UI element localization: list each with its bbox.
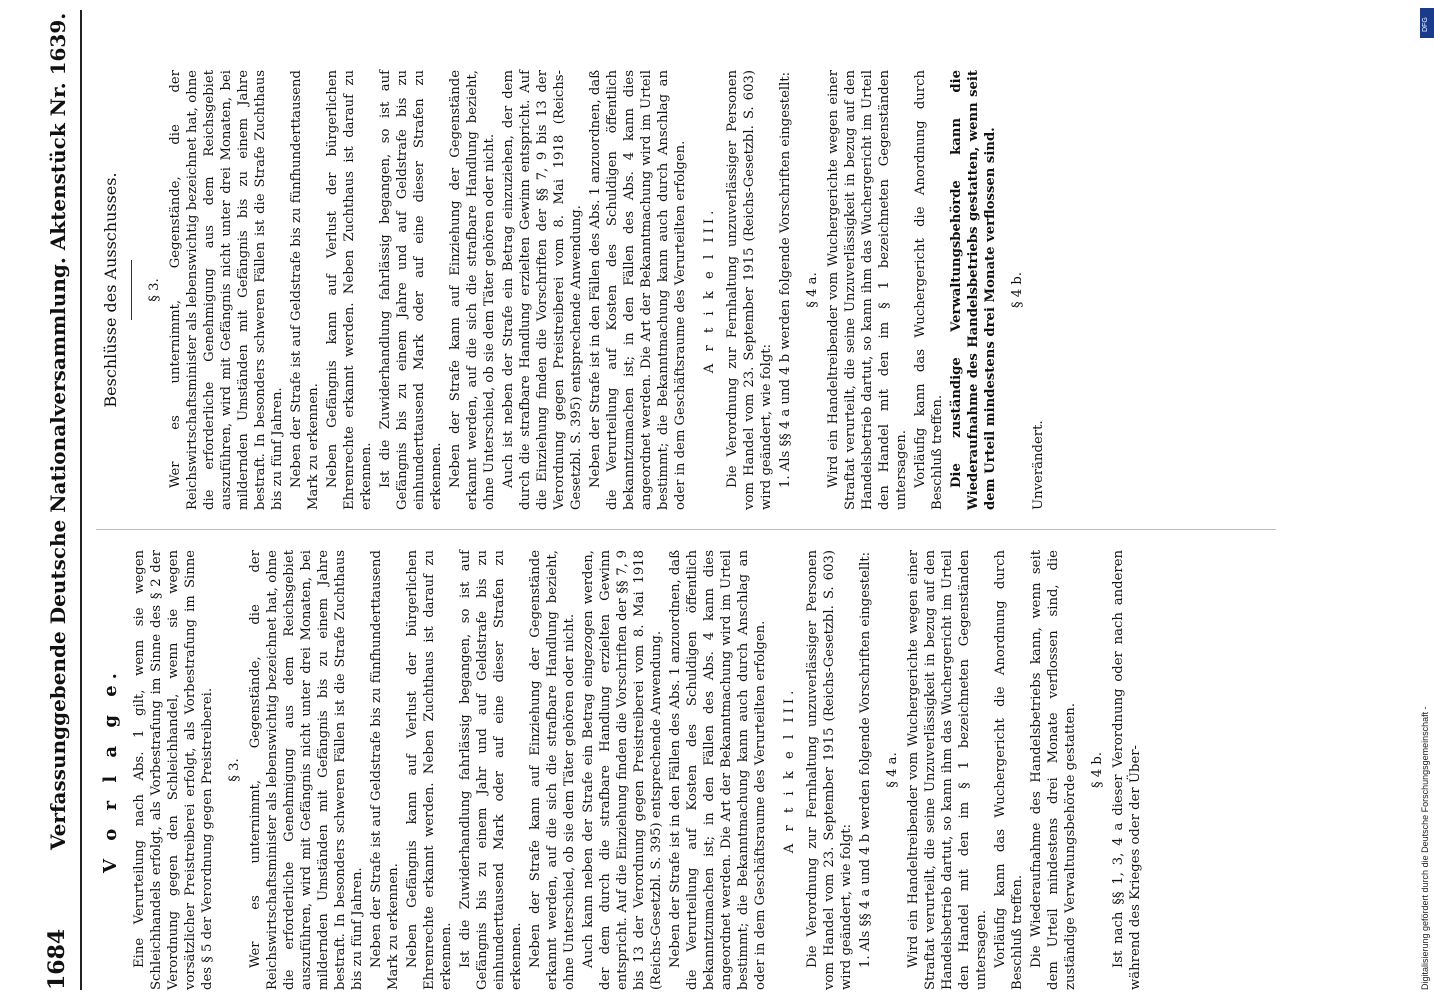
section-heading: § 3. xyxy=(147,278,162,302)
paragraph: Vorläufig kann das Wuchergericht die Anordnung durch Beschluß treffen. xyxy=(993,550,1025,990)
section-heading: § 4 b. xyxy=(1010,272,1025,309)
digitization-credit: Digitalisierung gefördert durch die Deutsche Forschungsgemeinschaft - xyxy=(1420,706,1430,990)
paragraph: Auch kann neben der Strafe ein Betrag eingezogen werden, der dem durch die strafbare Handlung erzielten Gewinn entspricht. Auf die Einziehung finden die Vorschriften der §§ 7, 9 bis 13 der Verordnung gegen Preistreiberei vom 8. Mai 1918 (Reichs-Gesetzbl. S. 395) entsprechende Anwendung. xyxy=(581,550,664,990)
paragraph: Neben der Strafe ist in den Fällen des Abs. 1 anzuordnen, daß die Verurteilung auf Kosten des Schuldigen öffentlich bekanntzumachen ist; in den Fällen des Abs. 4 kann dies angeordnet werden. Die Art der Bekanntmachung wird im Urteil bestimmt; die Bekanntmachung kann auch durch Anschlag an oder in dem Geschäftsraume des Verurteilten erfolgen. xyxy=(588,70,688,510)
paragraph: Wer es unternimmt, Gegenstände, die der Reichswirtschaftsminister als lebenswichtig bezeichnet hat, ohne die erforderliche Genehmigung aus dem Reichsgebiet auszuführen, wird mit Gefängnis nicht unter drei Monaten, bei mildernden Umständen mit Gefängnis bis zu einem Jahre bestraft. In besonders schweren Fällen ist die Strafe Zuchthaus bis zu fünf Jahren. xyxy=(168,70,285,510)
paragraph: Neben der Strafe kann auf Einziehung der Gegenstände erkannt werden, auf die sich die strafbare Handlung bezieht, ohne Unterschied, ob sie dem Täter gehören oder nicht. xyxy=(448,70,497,510)
column-beschluesse xyxy=(96,70,1049,510)
paragraph: Neben der Strafe ist auf Geldstrafe bis zu fünfhunderttausend Mark zu erkennen. xyxy=(289,70,321,510)
section-heading: § 4 a. xyxy=(885,752,900,788)
page-title: Verfassunggebende Deutsche Nationalversammlung. Aktenstück Nr. 1639. xyxy=(46,12,70,850)
article-heading: A r t i k e l III. xyxy=(702,206,717,374)
paragraph: Neben Gefängnis kann auf Verlust der bürgerlichen Ehrenrechte erkannt werden. Neben Zuchthaus ist darauf zu erkennen. xyxy=(405,550,454,990)
paragraph: Ist nach §§ 1, 3, 4 a dieser Verordnung oder nach anderen während des Krieges oder der Über- xyxy=(1111,550,1143,990)
page-number: 1684 xyxy=(44,928,70,990)
paragraph: Eine Verurteilung nach Abs. 1 gilt, wenn sie wegen Schleichhandels erfolgt, als Vorbestrafung im Sinne des § 2 der Verordnung gegen den Schleichhandel, wenn sie wegen vorsätzlicher Preistreiberei erfolgt, als Vorbestrafung im Sinne des § 5 der Verordnung gegen Preistreiberei. xyxy=(132,550,215,990)
paragraph: Ist die Zuwiderhandlung fahrlässig begangen, so ist auf Gefängnis bis zu einem Jahr und auf Geldstrafe bis zu einhunderttausend Mark oder auf eine dieser Strafen zu erkennen. xyxy=(458,550,524,990)
paragraph: Die Verordnung zur Fernhaltung unzuverlässiger Personen vom Handel vom 23. September 1915 (Reichs-Gesetzbl. S. 603) wird geändert, wie folgt: xyxy=(725,70,774,510)
column-divider xyxy=(96,529,1276,530)
paragraph: Neben der Strafe kann auf Einziehung der Gegenstände erkannt werden, auf die sich die strafbare Handlung bezieht, ohne Unterschied, ob sie dem Täter gehören oder nicht. xyxy=(528,550,577,990)
paragraph: Wird ein Handeltreibender vom Wuchergerichte wegen einer Straftat verurteilt, die seine Unzuverlässigkeit in bezug auf den Handelsbetrieb dartut, so kann ihm das Wuchergericht im Urteil den Handel mit den im § 1 bezeichneten Gegenständen untersagen. xyxy=(906,550,989,990)
paragraph: Neben der Strafe ist auf Geldstrafe bis zu fünfhunderttausend Mark zu erkennen. xyxy=(369,550,401,990)
paragraph: Unverändert. xyxy=(1031,420,1046,510)
column-vorlage xyxy=(96,550,1146,990)
section-heading: § 3. xyxy=(227,758,242,782)
page-header xyxy=(40,10,82,990)
paragraph: Vorläufig kann das Wuchergericht die Anordnung durch Beschluß treffen. xyxy=(913,70,945,510)
paragraph: 1. Als §§ 4 a und 4 b werden folgende Vorschriften eingestellt: xyxy=(778,71,793,488)
paragraph: 1. Als §§ 4 a und 4 b werden folgende Vorschriften eingestellt: xyxy=(858,551,873,968)
column-heading: Beschlüsse des Ausschusses. xyxy=(101,172,120,408)
paragraph: Neben Gefängnis kann auf Verlust der bürgerlichen Ehrenrechte erkannt werden. Neben Zuchthaus ist darauf zu erkennen. xyxy=(325,70,374,510)
section-heading: § 4 b. xyxy=(1090,752,1105,789)
paragraph: Auch ist neben der Strafe ein Betrag einzuziehen, der dem durch die strafbare Handlung erzielten Gewinn entspricht. Auf die Einziehung finden die Vorschriften der §§ 7, 9 bis 13 der Verordnung gegen Preistreiberei vom 8. Mai 1918 (Reichs-Gesetzbl. S. 395) entsprechende Anwendung. xyxy=(501,70,584,510)
dfg-logo-text: DFG xyxy=(1422,17,1429,32)
column-heading: V o r l a g e. xyxy=(100,667,121,873)
dfg-logo xyxy=(1420,8,1434,38)
paragraph: Wird ein Handeltreibender vom Wuchergerichte wegen einer Straftat verurteilt, die seine Unzuverlässigkeit in bezug auf den Handelsbetrieb dartut, so kann ihm das Wuchergericht im Urteil den Handel mit den im § 1 bezeichneten Gegenständen untersagen. xyxy=(826,70,909,510)
document-page xyxy=(40,10,1400,990)
paragraph: Die Wiederaufnahme des Handelsbetriebs kann, wenn seit dem Urteil mindestens drei Monate verflossen sind, die zuständige Verwaltungsbehörde gestatten. xyxy=(1029,550,1078,990)
section-heading: § 4 a. xyxy=(805,272,820,308)
paragraph: Neben der Strafe ist in den Fällen des Abs. 1 anzuordnen, daß die Verurteilung auf Kosten des Schuldigen öffentlich bekanntzumachen ist; in den Fällen des Abs. 4 kann dies angeordnet werden. Die Art der Bekanntmachung wird im Urteil bestimmt; die Bekanntmachung kann auch durch Anschlag an oder in dem Geschäftsraume des Verurteilten erfolgen. xyxy=(668,550,768,990)
paragraph-emphasized: Die zuständige Verwaltungsbehörde kann die Wiederaufnahme des Handelsbetriebs gestatten, wenn seit dem Urteil mindestens drei Monate verflossen sind. xyxy=(949,70,998,510)
divider-rule xyxy=(131,260,132,320)
paragraph: Die Verordnung zur Fernhaltung unzuverlässiger Personen vom Handel vom 23. September 1915 (Reichs-Gesetzbl. S. 603) wird geändert, wie folgt: xyxy=(805,550,854,990)
paragraph: Ist die Zuwiderhandlung fahrlässig begangen, so ist auf Gefängnis bis zu einem Jahre und auf Geldstrafe bis zu einhunderttausend Mark oder auf eine dieser Strafen zu erkennen. xyxy=(378,70,444,510)
article-heading: A r t i k e l III. xyxy=(782,686,797,854)
paragraph: Wer es unternimmt, Gegenstände, die der Reichswirtschaftsminister als lebenswichtig bezeichnet hat, ohne die erforderliche Genehmigung aus dem Reichsgebiet auszuführen, wird mit Gefängnis nicht unter drei Monaten, bei mildernden Umständen mit Gefängnis bis zu einem Jahre bestraft. In besonders schweren Fällen ist die Strafe Zuchthaus bis zu fünf Jahren. xyxy=(248,550,365,990)
